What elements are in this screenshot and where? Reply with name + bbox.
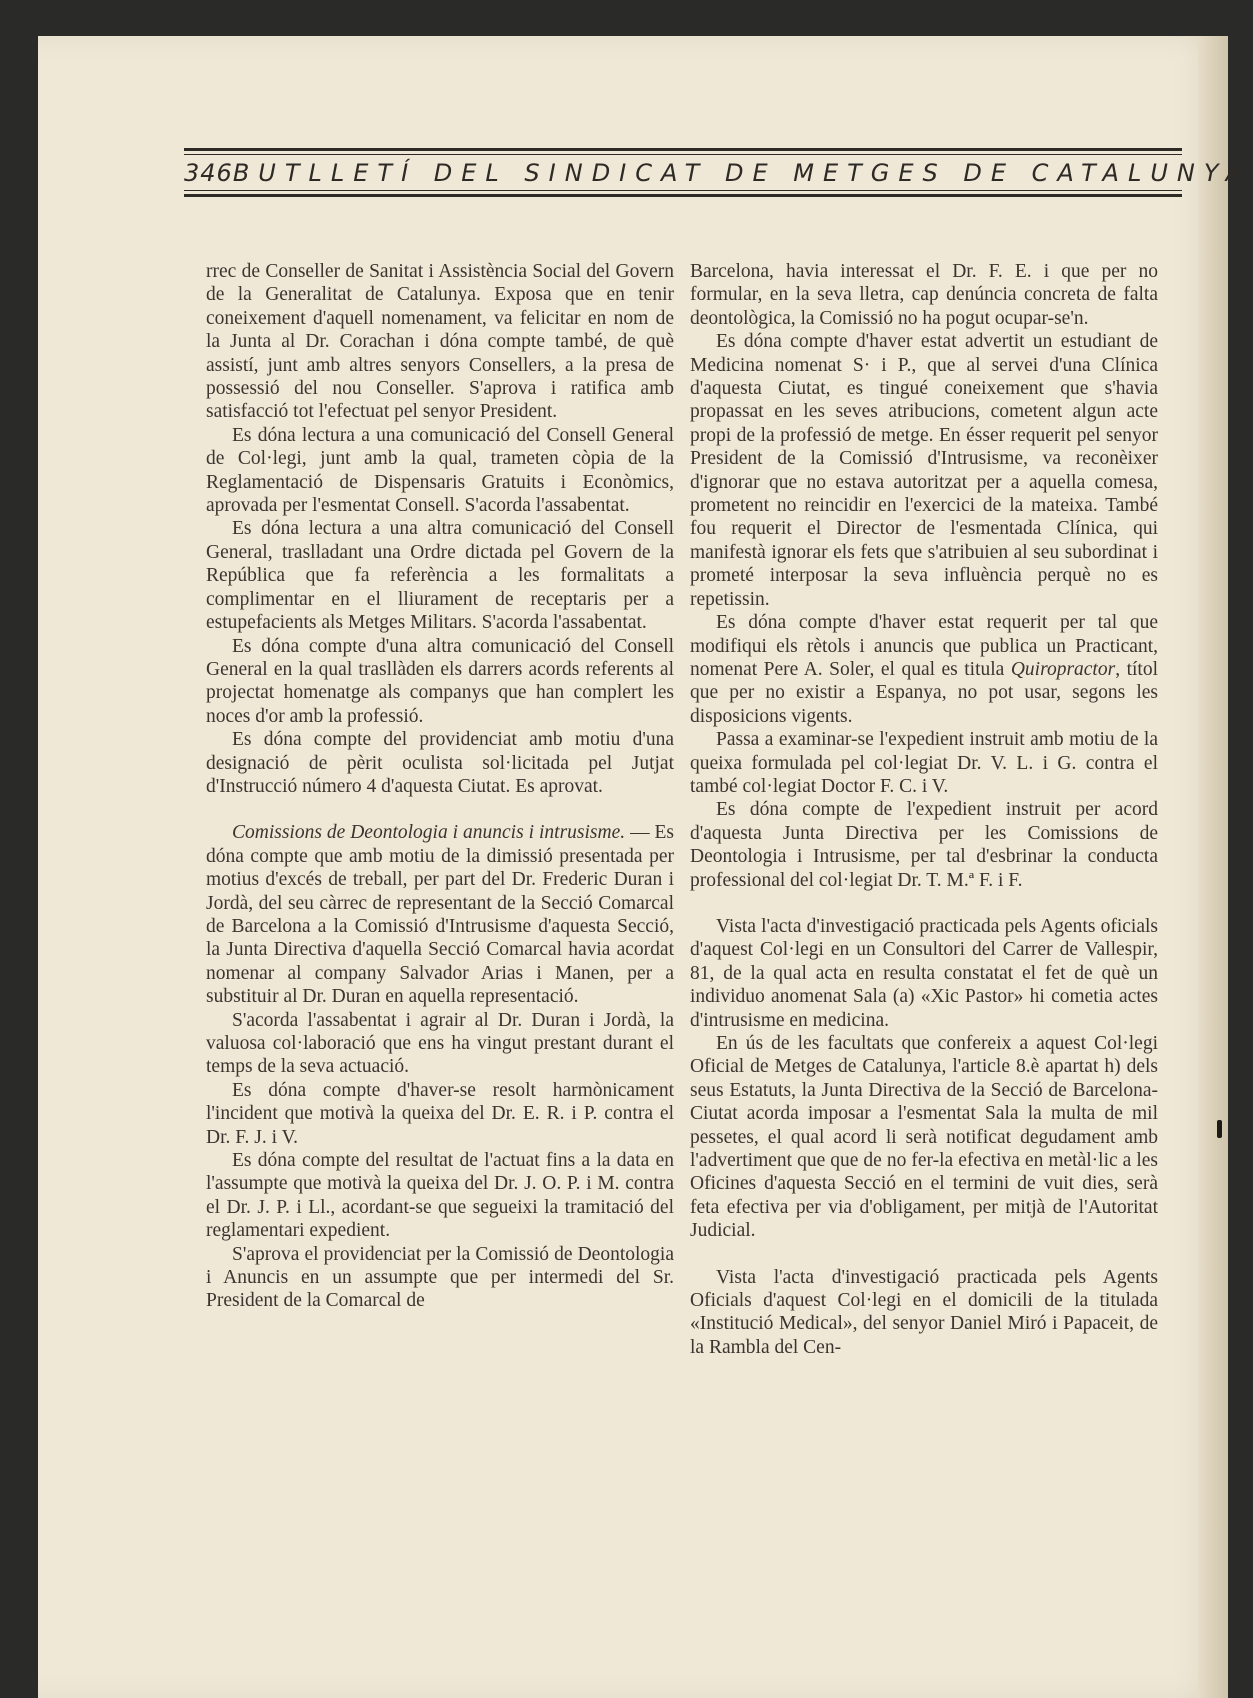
paragraph: rrec de Conseller de Sanitat i Assistència Social del Govern de la Generalitat de Catalunya. Exposa que en tenir coneixement d'aquell nomenament, va felicitar en nom de la Junta al Dr. Corachan i dóna compte també, de què assistí, junt amb altres senyors Consellers, a la presa de possessió del nou Conseller. S'aprova i ratifica amb satisfacció tot l'efectuat pel senyor President. [206,261,674,423]
header-rule-bottom [184,194,1182,197]
paragraph: Es dóna compte d'haver estat advertit un estudiant de Medicina nomenat S· i P., que al servei d'una Clínica d'aquesta Ciutat, es tingué coneixement que s'havia propassat en les seves atribucions, cometent algun acte propi de la professió de metge. En ésser requerit pel senyor President de la Comissió d'Intrusisme, va reconèixer d'ignorar que no estava autoritzat per a aquella comesa, prometent no reincidir en l'exercici de la mateixa. També fou requerit el Director de l'esmentada Clínica, qui manifestà ignorar els fets que s'atribuien al seu subordinat i prometé interposar la seva influència perquè no es repetissin. [690,331,1158,610]
paragraph: Vista l'acta d'investigació practicada pels Agents oficials d'aquest Col·legi en un Consultori del Carrer de Vallespir, 81, de la qual acta en resulta constatat el fet de què un individuo anomenat Sala (a) «Xic Pastor» hi cometia actes d'intrusisme en medicina. [690,915,1158,1031]
paragraph: S'acorda l'assabentat i agrair al Dr. Duran i Jordà, la valuosa col·laboració que ens ha vingut prestant durant el temps de la seva actuació. [206,1009,674,1078]
header-rule-bottom-thin [184,190,1182,191]
paragraph: Es dóna lectura a una comunicació del Consell General de Col·legi, junt amb la qual, trameten còpia de la Reglamentació de Dispensaris Gratuits i Econòmics, aprovada per l'esmentat Consell. S'acorda l'assabentat. [206,424,674,517]
page-number: 346 [184,159,233,187]
paragraph-quiropractor [690,611,1158,728]
section-heading: Comissions de Deontologia i anuncis i intrusisme. [232,822,626,844]
paragraph: S'aprova el providenciat per la Comissió de Deontologia i Anuncis en un assumpte que per intermedi del Sr. President de la Comarcal de [206,1243,674,1312]
paragraph: En ús de les facultats que confereix a aquest Col·legi Oficial de Metges de Catalunya, l'article 8.è apartat h) dels seus Estatuts, la Junta Directiva de la Secció de Barcelona-Ciutat acorda imposar a l'esmentat Sala la multa de mil pessetes, el qual acord li serà notificat degudament amb l'advertiment que que de no fer-la efectiva en metàl·lic a les Oficines d'aquesta Secció en el termini de vuit dies, serà feta efectiva per via d'obligament, per mitjà de l'Autoritat Judicial. [690,1033,1158,1242]
text-run: , títol que per no existir a Espanya, no pot usar, segons les disposicions vigents. [690,658,1158,727]
paragraph: Es dóna compte d'haver-se resolt harmònicament l'incident que motivà la queixa del Dr. E. R. i P. contra el Dr. F. J. i V. [206,1079,674,1148]
section-paragraph [206,821,674,1008]
journal-title: BUTLLETÍ DEL SINDICAT DE METGES DE CATALUNYA [232,159,1252,187]
section-intro: — Es dóna compte que amb motiu de la dimissió presentada per motius d'excés de treball, per part del Dr. Frederic Duran i Jordà, del seu càrrec de representant de la Secció Comarcal de Barcelona a la Comissió d'Intrusisme d'aquesta Secció, la Junta Directiva d'aquella Secció Comarcal havia acordat nomenar al company Salvador Arias i Manen, per a substituir al Dr. Duran en aquella representació. [206,822,675,1008]
italic-title: Quiropractor [1010,658,1116,680]
running-header [184,156,1252,190]
header-rule-top-thin [184,154,1182,155]
paragraph: Vista l'acta d'investigació practicada pels Agents Oficials d'aquest Col·legi en el domicili de la titulada «Institució Medical», del senyor Daniel Miró i Papaceit, de la Rambla del Cen- [690,1266,1158,1358]
paragraph: Es dóna lectura a una altra comunicació del Consell General, traslladant una Ordre dictada pel Govern de la República que fa referència a les formalitats a complimentar en el lliurament de receptaris per a estupefacients als Metges Militars. S'acorda l'assabentat. [206,518,674,634]
paragraph: Es dóna compte d'una altra comunicació del Consell General en la qual trasllàden els darrers acords referents al projectat homenatge als companys que han complert les noces d'or amb la professió. [206,635,674,727]
text-run: Es dóna compte d'haver estat requerit per tal que modifiqui els rètols i anuncis que publica un Practicant, nomenat Pere A. Soler, el qual es titula [690,612,1158,680]
paragraph: Es dóna compte del providenciat amb motiu d'una designació de pèrit oculista sol·licitada pel Jutjat d'Instrucció número 4 d'aquesta Ciutat. Es aprovat. [206,729,674,797]
paragraph: Passa a examinar-se l'expedient instruit amb motiu de la queixa formulada pel col·legiat Dr. V. L. i G. contra el també col·legiat Doctor F. C. i V. [690,729,1158,797]
header-rule-top [184,148,1182,151]
paragraph: Es dóna compte de l'expedient instruit per acord d'aquesta Junta Directiva per les Comissions de Deontologia i Intrusisme, per tal d'esbrinar la conducta professional del col·legiat Dr. T. M.ª F. i F. [690,799,1158,891]
paragraph: Barcelona, havia interessat el Dr. F. E. i que per no formular, en la seva lletra, cap denúncia concreta de falta deontològica, la Comissió no ha pogut ocupar-se'n. [690,261,1158,329]
paragraph: Es dóna compte del resultat de l'actuat fins a la data en l'assumpte que motivà la queixa del Dr. J. O. P. i M. contra el Dr. J. P. i Ll., acordant-se que segueixi la tramitació del reglamentari expedient. [206,1150,674,1242]
page-edge-shadow [1198,36,1228,1698]
binding-mark [1217,1120,1222,1138]
document-page [38,36,1252,1698]
right-column [690,260,1158,1359]
left-column [206,260,674,1313]
